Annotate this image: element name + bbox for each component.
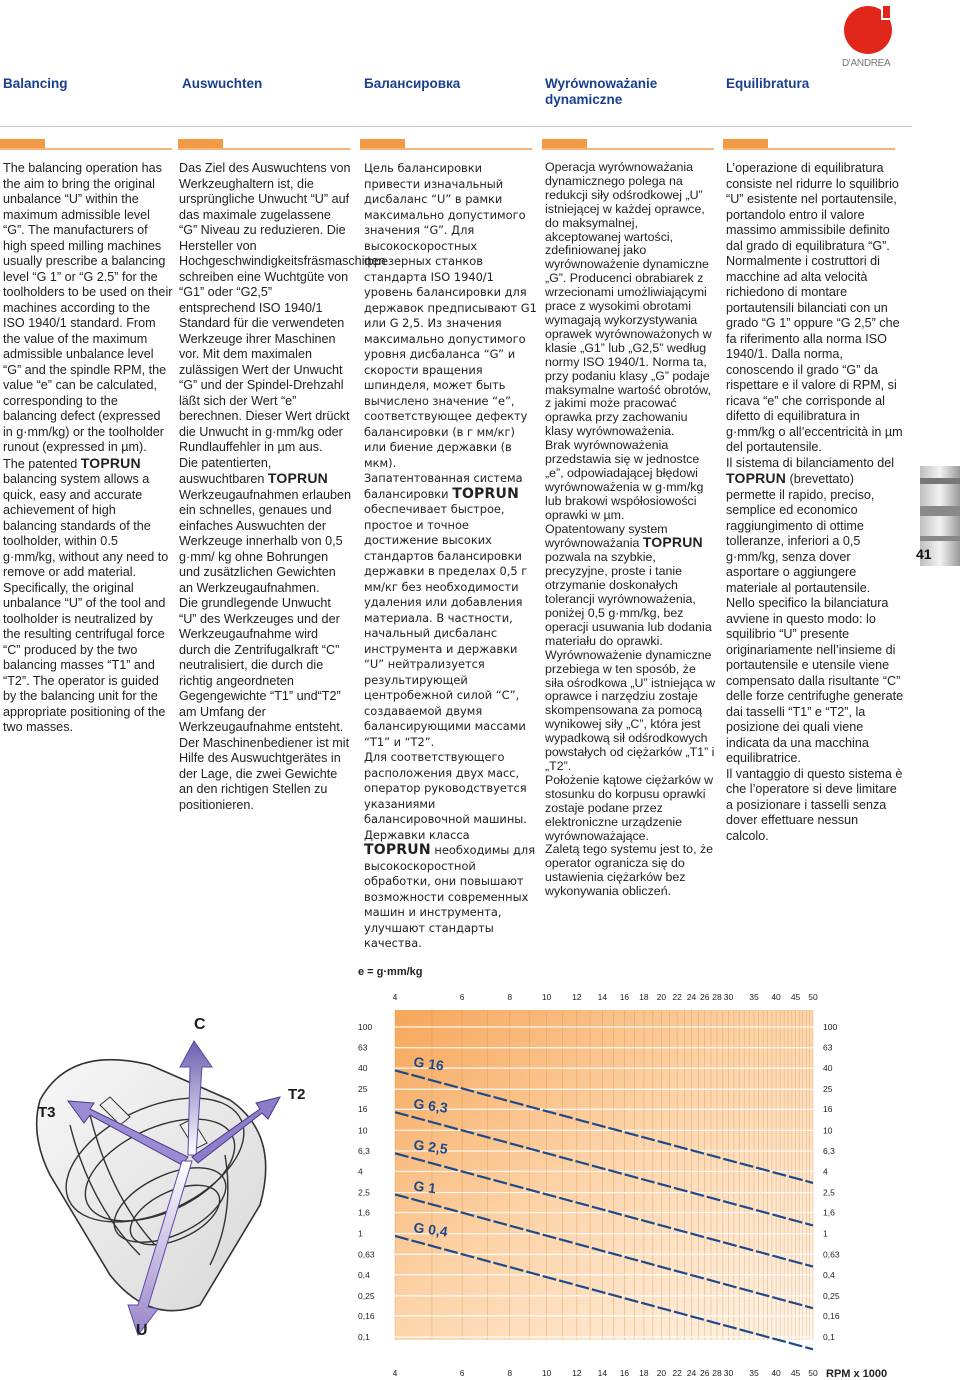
x-tick-label-bottom: 16 [619, 1368, 630, 1378]
x-tick-label-bottom: 30 [723, 1368, 734, 1378]
x-tick-label-top: 8 [507, 992, 513, 1002]
y-tick-label-right: 0,25 [823, 1290, 840, 1301]
x-tick-label-bottom: 35 [749, 1368, 759, 1378]
series-label: G 1 [412, 1177, 438, 1197]
brand-name: TOPRUN [642, 534, 703, 551]
column-tab-line [723, 148, 895, 150]
x-tick-label-bottom: 12 [572, 1368, 582, 1378]
text-column-ru [364, 161, 540, 952]
y-tick-label-right: 25 [823, 1084, 833, 1095]
x-tick-label-top: 16 [619, 992, 630, 1002]
column-tab-line [0, 148, 172, 150]
heading-en: Balancing [3, 76, 68, 91]
y-tick-label-right: 1,6 [823, 1207, 835, 1218]
paragraph: L’operazione di equilibratura consiste nel ridurre lo squilibrio “U” esistente nel portautensile, portandolo entro il valore massimo ammissibile definito dal grado di equilibratura “G”. Normalmente i costruttori di macchine ad alta velocità richiedono di montare portautensili bilanciati con un grado “G 1” oppure “G 2,5” che fa riferimento alla norma ISO 1940/1. Dalla norma, conoscendo il grado “G” da rispettare e il valore di RPM, si ricava “e” che corrisponde al difetto di equilibratura in g·mm/kg o all’eccentricità in µm del portautensile. [726, 161, 903, 454]
x-tick-label-bottom: 8 [507, 1368, 513, 1378]
y-tick-label-right: 16 [823, 1104, 833, 1115]
y-tick-label-right: 0,4 [823, 1269, 835, 1280]
x-tick-label-bottom: 14 [597, 1368, 608, 1378]
y-tick-label-right: 0,16 [823, 1310, 840, 1321]
series-label: G 6,3 [412, 1095, 449, 1116]
paragraph: Il sistema di bilanciamento del TOPRUN (brevettato) permette il rapido, preciso, semplice ed economico raggiungimento di ottime tolleranze, inferiori a 0,5 g·mm/kg, senza dover asportare o aggiungere materiale al portautensile. [726, 455, 894, 595]
x-tick-label-top: 45 [790, 992, 801, 1002]
y-tick-label-left: 6,3 [358, 1146, 370, 1157]
brand-name: TOPRUN [267, 470, 328, 486]
brand-name: TOPRUN [452, 485, 519, 502]
paragraph: The balancing operation has the aim to bring the original unbalance “U” within the maximum admissible level “G”. The manufacturers of high speed milling machines usually prescribe a balancing level “G 1” or “G 2.5” for the toolholders to be used on their machines according to the ISO 1940/1 standard. From the value of the maximum admissible unbalance level “G” and the spindle RPM, the value “e” can be calculated, corresponding to the balancing defect (expressed in g·mm/kg) or the toolholder runout (expressed in µm). [3, 161, 173, 454]
column-tab-line [542, 148, 714, 150]
x-tick-label-bottom: 18 [639, 1368, 649, 1378]
x-tick-label-bottom: 10 [541, 1368, 552, 1378]
toolholder-diagram [30, 1005, 330, 1345]
y-tick-label-right: 10 [823, 1125, 833, 1136]
paragraph: Wyrównoważenie dynamiczne przebiega w ten sposób, że siła ośrodkowa „U” istniejąca w oprawce i narzędziu zostaje skompensowana za pomocą wynikowej siły „C”, która jest wypadkową sił odśrodkowych powstałych od ciężarków „T1” i „T2”. [545, 647, 716, 773]
paragraph: Die grundlegende Unwucht “U” des Werkzeuges und der Werkzeugaufnahme wird durch die Zentrifugalkraft “C” neutralisiert, die durch die richtig angeordneten Gegengewichte “T1” und“T2” am Umfang der Werkzeugaufnahme entsteht. [179, 596, 344, 734]
paragraph: Zaletą tego systemu jest to, że operator ogranicza się do ustawienia ciężarków bez wykonywania obliczeń. [545, 842, 714, 899]
x-tick-label-bottom: 28 [712, 1368, 722, 1378]
x-tick-label-top: 26 [700, 992, 710, 1002]
brand-name: TOPRUN [80, 454, 141, 471]
heading-ru: Балансировка [364, 76, 461, 91]
x-tick-label-top: 14 [597, 992, 608, 1002]
chart-y-unit: e = g·mm/kg [358, 966, 423, 978]
heading-pl: Wyrównoważanie dynamiczne [545, 76, 658, 107]
column-tab-line [178, 148, 350, 150]
column-tab-line [360, 148, 532, 150]
label-t2: T2 [288, 1086, 306, 1103]
y-tick-label-left: 4 [358, 1166, 363, 1177]
header-rule [0, 126, 912, 127]
y-tick-label-right: 0,1 [823, 1332, 835, 1342]
text-column-it [726, 161, 904, 844]
x-tick-label-bottom: 24 [686, 1368, 697, 1378]
y-tick-label-right: 63 [823, 1042, 833, 1053]
y-tick-label-left: 10 [358, 1125, 368, 1136]
x-tick-label-bottom: 6 [459, 1368, 465, 1378]
y-tick-label-left: 0,16 [358, 1310, 375, 1321]
x-tick-label-top: 22 [672, 992, 682, 1002]
x-tick-label-top: 40 [771, 992, 781, 1002]
y-tick-label-left: 100 [358, 1022, 373, 1032]
y-tick-label-left: 16 [358, 1104, 368, 1115]
x-tick-label-bottom: 26 [700, 1368, 710, 1378]
paragraph: Opatentowany system wyrównoważania TOPRUN pozwala na szybkie, precyzyjne, proste i tanie otrzymanie doskonałych tolerancji wyrównoważenia, poniżej 0,5 g·mm/kg, bez operacji usuwania lub dodania materiału do oprawki. [545, 521, 712, 648]
y-tick-label-left: 63 [358, 1042, 368, 1053]
y-tick-label-right: 4 [823, 1166, 828, 1177]
label-u: U [136, 1322, 148, 1339]
x-tick-label-top: 50 [808, 992, 818, 1002]
heading-de: Auswuchten [182, 76, 263, 91]
series-label: G 16 [412, 1053, 445, 1074]
y-tick-label-right: 2,5 [823, 1187, 835, 1198]
brand-name: TOPRUN [364, 842, 431, 858]
paragraph: Specifically, the original unbalance “U” of the tool and toolholder is neutralized by the resulting centrifugal force “C” produced by the two balancing masses “T1” and “T2”. The operator is guided by the balancing unit for the appropriate positioning of the two masses. [3, 580, 166, 734]
y-tick-label-left: 0,1 [358, 1332, 370, 1342]
y-tick-label-right: 0,63 [823, 1249, 840, 1260]
paragraph: Położenie kątowe ciężarków w stosunku do korpusu oprawki zostaje podane przez elektroniczne urządzenie wyrównoważające. [545, 772, 714, 843]
series-label: G 0,4 [412, 1219, 449, 1240]
paragraph: Nello specifico la bilanciatura avviene in questo modo: lo squilibrio “U” presente originariamente nell’insieme di portautensile e utensile viene compensato dalla risultante “C” delle forze centrifughe generate dai tasselli “T1” e “T2”, la posizione dei quali viene indicata da una macchina equilibratrice. [726, 596, 904, 765]
x-tick-label-bottom: 45 [790, 1368, 801, 1378]
y-tick-label-right: 6,3 [823, 1146, 835, 1157]
brand-name: TOPRUN [726, 470, 787, 486]
heading-it: Equilibratura [726, 76, 810, 91]
y-tick-label-right: 100 [823, 1022, 838, 1032]
x-tick-label-top: 35 [749, 992, 759, 1002]
logo-wordmark: D'ANDREA [842, 58, 891, 69]
x-tick-label-bottom: 40 [771, 1368, 781, 1378]
paragraph: The patented TOPRUN balancing system allows a quick, easy and accurate achievement of high balancing standards of the toolholder, within 0.5 g·mm/kg, without any need to remove or add material. [3, 454, 169, 579]
x-tick-label-bottom: 22 [672, 1368, 682, 1378]
page-number: 41 [916, 546, 932, 562]
x-tick-label-top: 10 [541, 992, 552, 1002]
y-tick-label-left: 40 [358, 1063, 368, 1074]
paragraph: Для соответствующего расположения двух масс, оператор руководствуется указаниями балансировочной машины. Державки класса TOPRUN необходимы для высокоскоростной обработки, они повышают возможности современных машин и инструмента, улучшают стандарты качества. [364, 750, 536, 950]
y-tick-label-right: 40 [823, 1063, 833, 1074]
x-tick-label-bottom: 20 [656, 1368, 667, 1378]
paragraph: Der Maschinenbediener ist mit Hilfe des Auswuchtgerätes in der Lage, die zwei Gewichte an den richtigen Stellen zu positionieren. [179, 735, 350, 812]
label-t3: T3 [38, 1104, 56, 1121]
y-tick-label-left: 0,4 [358, 1269, 370, 1280]
x-tick-label-bottom: 4 [392, 1368, 398, 1378]
balancing-chart [340, 985, 900, 1380]
y-tick-label-left: 1 [358, 1228, 363, 1239]
text-column-de [179, 161, 386, 813]
y-tick-label-right: 1 [823, 1228, 828, 1239]
x-tick-label-bottom: 50 [808, 1368, 818, 1378]
x-tick-label-top: 24 [686, 992, 697, 1002]
x-tick-label-top: 18 [639, 992, 649, 1002]
y-tick-label-left: 2,5 [358, 1187, 370, 1198]
paragraph: Цель балансировки привести изначальный дисбаланс “U” в рамки максимально допустимого значения “G”. Для высокоскоростных фрезерных станков стандарта ISO 1940/1 уровень балансировки для державок предписывают G1 или G 2,5. Из значения максимально допустимого уровня дисбаланса “G” и скорости вращения шпинделя, может быть вычислено значение “е”, соответствующее дефекту балансировки (в г мм/кг) или биение державки (в мкм). [364, 161, 537, 470]
y-tick-label-left: 1,6 [358, 1207, 370, 1218]
series-label: G 2,5 [412, 1136, 449, 1157]
x-tick-label-top: 4 [392, 992, 398, 1002]
x-tick-label-top: 20 [656, 992, 667, 1002]
x-tick-label-top: 12 [572, 992, 582, 1002]
paragraph: Operacja wyrównoważania dynamicznego polega na redukcji siły odśrodkowej „U” istniejącej w każdej oprawce, do maksymalnej, akceptowanej wartości, zdefiniowanej jako wyrównoważenie dynamiczne „G”. Producenci obrabiarek z wrzecionami umożliwiającymi prace z wysokimi obrotami wymagają wykorzystywania oprawek wyrównoważonych w klasie „G1” lub „G2,5” według normy ISO 1940/1. Norma ta, przy podaniu klasy „G” podaje maksymalne wartość obrotów, z jakimi może pracować oprawka przy zachowaniu klasy wyrównoważenia. [545, 160, 712, 439]
x-tick-label-top: 28 [712, 992, 722, 1002]
paragraph: Il vantaggio di questo sistema è che l’operatore si deve limitare a posizionare i tasselli senza dover effettuare nessun calcolo. [726, 766, 903, 843]
x-tick-label-top: 6 [459, 992, 465, 1002]
y-tick-label-left: 0,25 [358, 1290, 375, 1301]
paragraph: Brak wyrównoważenia przedstawia się w jednostce „e”, odpowiadającej błędowi wyrównoważenia w g·mm/kg lub brakowi współosiowości oprawki w µm. [545, 438, 704, 522]
y-tick-label-left: 25 [358, 1084, 368, 1095]
paragraph: Запатентованная система балансировки TOPRUN обеспечивает быстрое, простое и точное достижение высоких стандартов балансировки державки в пределах 0,5 г мм/кг без необходимости удаления или добавления материала. В частности, начальный дисбаланс инструмента и державки “U” нейтрализуется результирующей центробежной силой “C”, создаваемой двумя балансирующими массами “Т1” и “Т2”. [364, 471, 528, 749]
text-column-pl [545, 161, 717, 899]
chart-x-unit: RPM x 1000 [826, 1368, 888, 1380]
text-column-en [3, 161, 173, 736]
paragraph: Das Ziel des Auswuchtens von Werkzeughaltern ist, die ursprüngliche Unwucht “U” auf das maximale zugelassene “G” Niveau zu reduzieren. Die Hersteller von Hochgeschwindigkeitsfräsmaschinen schreiben eine Wuchtgüte von “G1” oder “G2,5” entsprechend ISO 1940/1 Standard für die verwendeten Werkzeuge ihrer Maschinen vor. Mit dem maximalen zulässigen Wert der Unwucht “G” und der Spindel-Drehzahl läßt sich der Wert “e” berechnen. Dieser Wert drückt die Unwucht in g·mm/kg oder Rundlauffehler in µm aus. [179, 161, 386, 454]
x-tick-label-top: 30 [723, 992, 734, 1002]
y-tick-label-left: 0,63 [358, 1249, 375, 1260]
paragraph: Die patentierten, auswuchtbaren TOPRUN Werkzeugaufnahmen erlauben ein schnelles, genaues und einfaches Auswuchten der Werkzeuge innerhalb von 0,5 g·mm/ kg ohne Bohrungen und zusätzlichen Gewichten an Werkzeugaufnahmen. [179, 455, 351, 595]
label-c: C [194, 1016, 206, 1033]
